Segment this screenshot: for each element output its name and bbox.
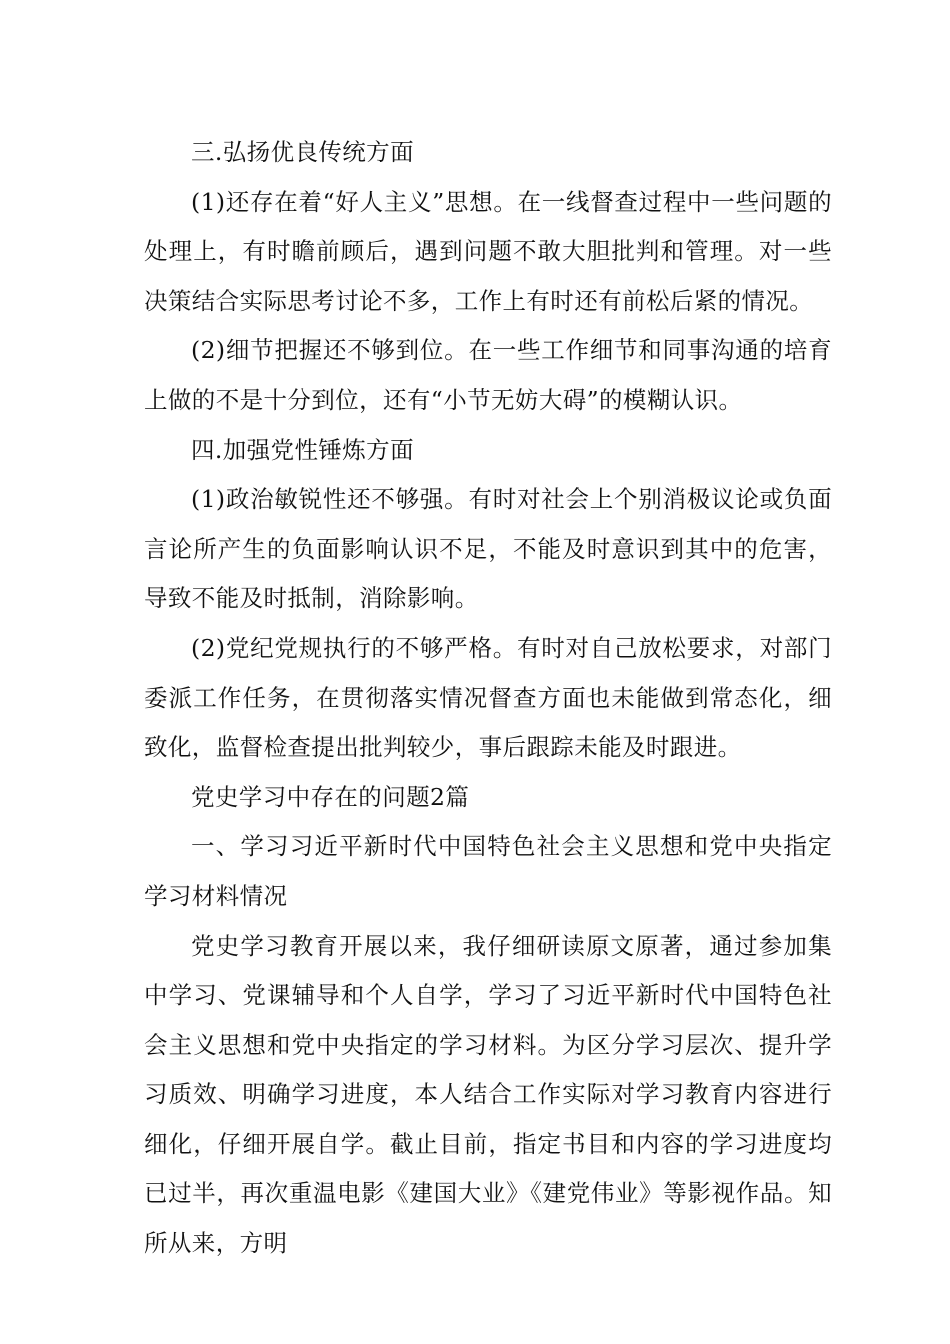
document-title: 党史学习中存在的问题2篇 (191, 782, 470, 811)
document-body (144, 128, 832, 1269)
paragraph: (2)细节把握还不够到位。在一些工作细节和同事沟通的培育上做的不是十分到位，还有“小节无妨大碍”的模糊认识。 (144, 336, 832, 414)
section-heading-four: 四.加强党性锤炼方面 (191, 435, 414, 464)
paragraph: (1)政治敏锐性还不够强。有时对社会上个别消极议论或负面言论所产生的负面影响认识不足，不能及时意识到其中的危害，导致不能及时抵制，消除影响。 (144, 485, 832, 613)
section-heading-three: 三.弘扬优良传统方面 (191, 138, 414, 166)
section-heading-one: 一、学习习近平新时代中国特色社会主义思想和党中央指定学习材料情况 (144, 832, 832, 910)
paragraph: 党史学习教育开展以来，我仔细研读原文原著，通过参加集中学习、党课辅导和个人自学，学习了习近平新时代中国特色社会主义思想和党中央指定的学习材料。为区分学习层次、提升学习质效、明确学习进度，本人结合工作实际对学习教育内容进行细化，仔细开展自学。截止目前，指定书目和内容的学习进度均已过半，再次重温电影《建国大业》《建党伟业》等影视作品。知所从来，方明 (144, 931, 832, 1258)
paragraph: (1)还存在着“好人主义”思想。在一线督查过程中一些问题的处理上，有时瞻前顾后，遇到问题不敢大胆批判和管理。对一些决策结合实际思考讨论不多，工作上有时还有前松后紧的情况。 (144, 187, 832, 315)
paragraph: (2)党纪党规执行的不够严格。有时对自己放松要求，对部门委派工作任务，在贯彻落实情况督查方面也未能做到常态化，细致化，监督检查提出批判较少，事后跟踪未能及时跟进。 (144, 633, 832, 762)
